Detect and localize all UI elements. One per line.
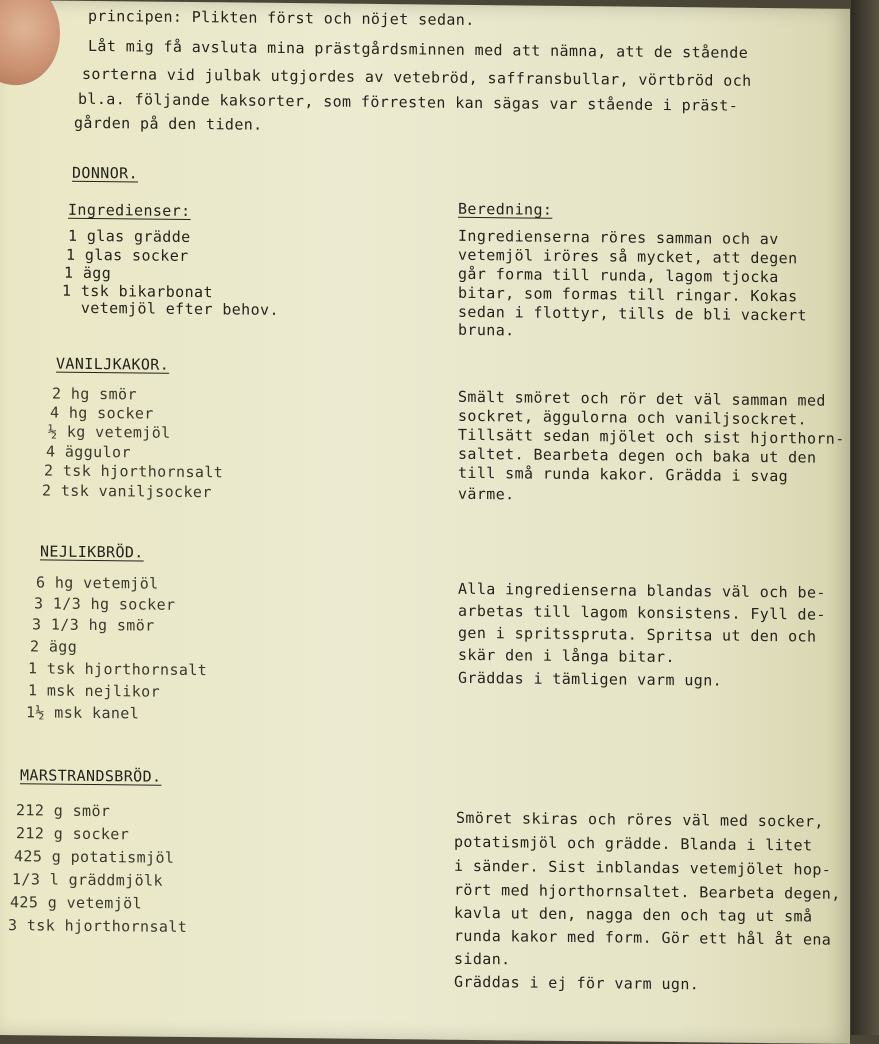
recipe-title-marstrandsbrod: MARSTRANDSBRÖD. xyxy=(20,766,162,786)
ingredient-line: 212 g smör xyxy=(16,801,111,821)
preparation-line: sidan. xyxy=(454,949,511,969)
preparation-line: sedan i flottyr, tills de bli vackert xyxy=(458,302,807,325)
ingredient-line: 1 glas socker xyxy=(66,245,189,265)
ingredient-line: 1/3 l gräddmjölk xyxy=(12,870,163,890)
intro-line: principen: Plikten först och nöjet sedan. xyxy=(88,6,475,29)
preparation-label: Beredning: xyxy=(458,199,553,219)
recipe-title-nejlikbrod: NEJLIKBRÖD. xyxy=(40,542,144,562)
ingredient-line: 212 g socker xyxy=(16,824,130,844)
ingredient-line: 1½ msk kanel xyxy=(26,703,140,723)
ingredient-line: 2 tsk vaniljsocker xyxy=(42,481,212,502)
recipe-title-donnor: DONNOR. xyxy=(72,163,139,183)
ingredient-line: 3 1/3 hg smör xyxy=(32,615,155,635)
ingredient-line: 1 tsk hjorthornsalt xyxy=(28,659,208,680)
ingredient-line: 3 1/3 hg socker xyxy=(34,594,176,614)
recipe-title-vaniljkakor: VANILJKAKOR. xyxy=(56,354,170,374)
ingredient-line: ½ kg vetemjöl xyxy=(48,422,171,442)
ingredient-line: 3 tsk hjorthornsalt xyxy=(8,916,188,936)
preparation-line: till små runda kakor. Grädda i svag xyxy=(458,463,789,486)
book-spine-shadow xyxy=(851,0,879,1035)
preparation-line: Gräddas i ej för varm ugn. xyxy=(454,972,700,994)
preparation-line: bitar, som formas till ringar. Kokas xyxy=(458,283,798,306)
ingredient-line: 1 ägg xyxy=(64,263,112,283)
ingredient-line: vetemjöl efter behov. xyxy=(62,298,279,319)
preparation-line: potatismjöl och grädde. Blanda i litet xyxy=(454,832,813,855)
preparation-line: rört med hjorthornsaltet. Bearbeta degen, xyxy=(454,880,841,903)
ingredient-line: 1 tsk bikarbonat xyxy=(62,281,213,302)
preparation-line: Tillsätt sedan mjölet och sist hjorthorn- xyxy=(458,425,845,448)
preparation-line: Smält smöret och rör det väl samman med xyxy=(458,387,826,410)
thumb-holding-page xyxy=(0,0,60,86)
ingredient-line: 2 tsk hjorthornsalt xyxy=(44,461,224,482)
ingredient-line: 1 msk nejlikor xyxy=(28,681,161,701)
intro-line: bl.a. följande kaksorter, som förresten kan sägas var stående i präst- xyxy=(78,89,739,115)
ingredient-line: 4 äggulor xyxy=(46,442,131,462)
ingredient-line: 4 hg socker xyxy=(50,403,154,423)
ingredient-line: 2 hg smör xyxy=(52,384,137,404)
ingredient-line: 2 ägg xyxy=(30,637,78,656)
preparation-line: Ingredienserna röres samman och av xyxy=(458,226,779,249)
preparation-line: kavla ut den, nagga den och tag ut små xyxy=(454,903,813,926)
ingredient-line: 425 g potatismjöl xyxy=(14,847,175,867)
preparation-line: Alla ingredienserna blandas väl och be- xyxy=(458,579,826,602)
ingredients-label: Ingredienser: xyxy=(68,200,191,220)
preparation-line: går forma till runda, lagom tjocka xyxy=(458,264,779,287)
preparation-line: i sänder. Sist inblandas vetemjölet hop- xyxy=(454,856,832,879)
preparation-line: saltet. Bearbeta degen och baka ut den xyxy=(458,444,817,467)
preparation-line: värme. xyxy=(458,484,515,504)
preparation-line: runda kakor med form. Gör ett hål åt ena xyxy=(454,926,832,949)
preparation-line: bruna. xyxy=(458,320,515,340)
ingredient-line: 425 g vetemjöl xyxy=(10,893,143,913)
intro-line: Låt mig få avsluta mina prästgårdsminnen med att nämna, att de stående xyxy=(88,36,749,62)
intro-line: sorterna vid julbak utgjordes av vetebröd, saffransbullar, vörtbröd och xyxy=(82,64,752,90)
preparation-line: Gräddas i tämligen varm ugn. xyxy=(458,668,723,690)
preparation-line: Smöret skiras och röres väl med socker, xyxy=(456,808,824,831)
ingredient-line: 6 hg vetemjöl xyxy=(36,573,159,593)
preparation-line: arbetas till lagom konsistens. Fyll de- xyxy=(458,601,826,624)
ingredient-line: 1 glas grädde xyxy=(68,226,191,246)
preparation-line: sockret, äggulorna och vaniljsockret. xyxy=(458,406,807,429)
preparation-line: vetemjöl iröres så mycket, att degen xyxy=(458,245,798,268)
preparation-line: skär den i långa bitar. xyxy=(458,645,675,667)
intro-line: gården på den tiden. xyxy=(74,113,263,134)
preparation-line: gen i spritsspruta. Spritsa ut den och xyxy=(458,623,817,646)
